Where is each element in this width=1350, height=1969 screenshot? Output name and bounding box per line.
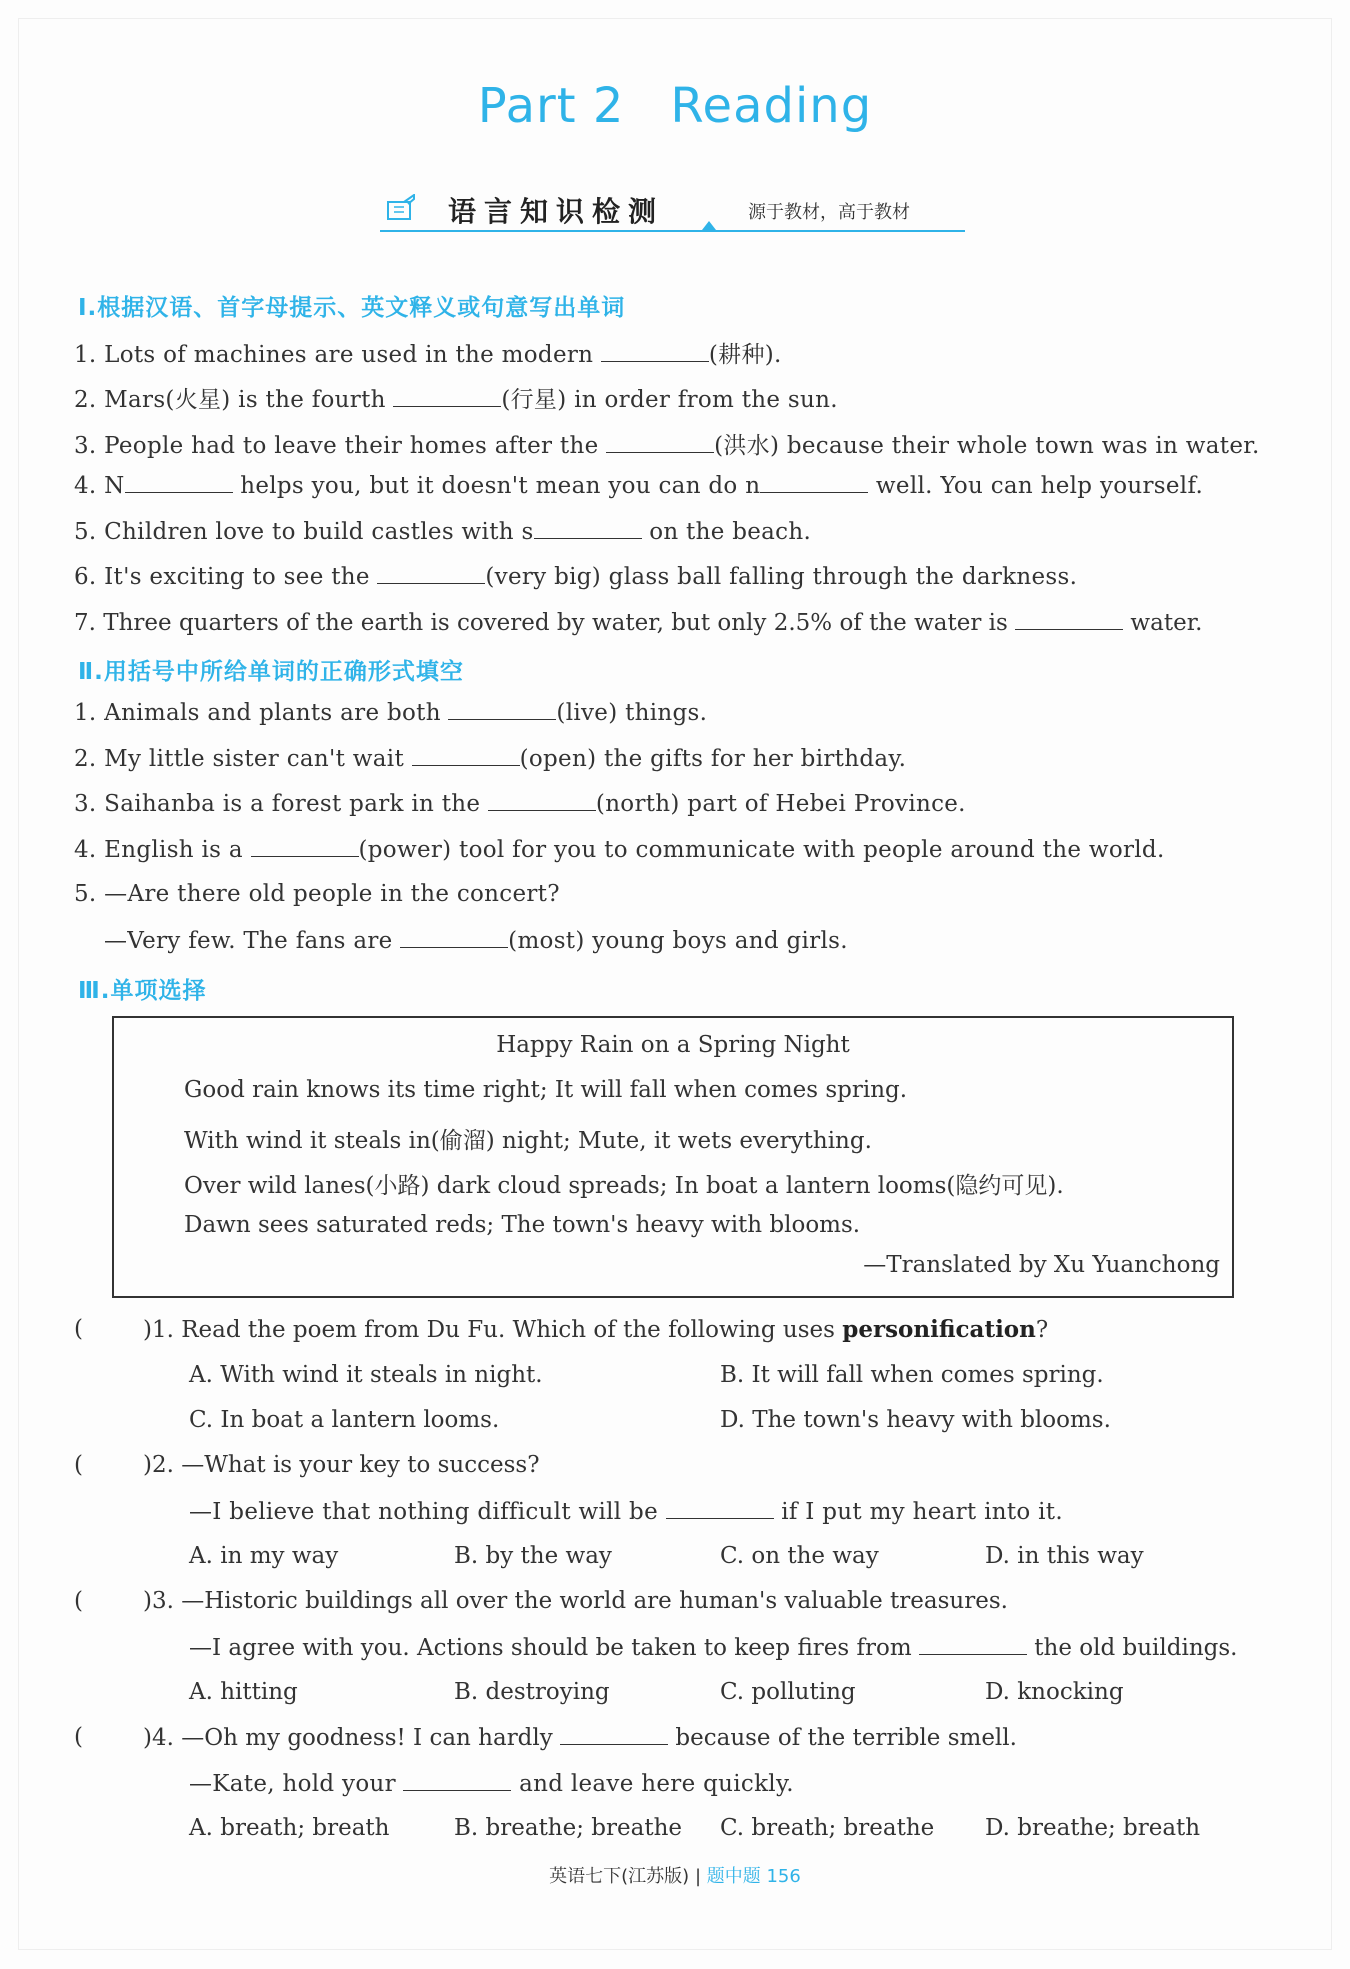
book-icon <box>386 194 416 222</box>
poem-line: With wind it steals in(偷溜) night; Mute, it wets everything. <box>184 1128 872 1154</box>
q3-option-d[interactable]: D. knocking <box>985 1679 1124 1705</box>
blank[interactable] <box>760 472 868 493</box>
p1-item-5: 5. Children love to build castles with s on the beach. <box>74 519 812 545</box>
p2-item-2: 2. My little sister can't wait (open) the gifts for her birthday. <box>74 746 907 772</box>
p2-item-3: 3. Saihanba is a forest park in the (north) part of Hebei Province. <box>74 791 966 817</box>
q1-option-b[interactable]: B. It will fall when comes spring. <box>720 1362 1104 1388</box>
part-title: Reading <box>670 78 873 134</box>
q1-option-c[interactable]: C. In boat a lantern looms. <box>189 1407 500 1433</box>
blank[interactable] <box>393 386 501 407</box>
q4-line-2: —Kate, hold your and leave here quickly. <box>189 1771 794 1797</box>
q3-line-2: —I agree with you. Actions should be taken to keep fires from the old buildings. <box>189 1635 1238 1661</box>
p1-item-3: 3. People had to leave their homes after the (洪水) because their whole town was in water. <box>74 433 1260 459</box>
question-1: )1. Read the poem from Du Fu. Which of the following uses personification? <box>143 1316 1049 1343</box>
blank[interactable] <box>400 927 508 948</box>
blank[interactable] <box>560 1724 668 1745</box>
p2-item-5-answer: —Very few. The fans are (most) young boys and girls. <box>104 928 848 954</box>
poem-credit: —Translated by Xu Yuanchong <box>863 1252 1220 1278</box>
q1-option-a[interactable]: A. With wind it steals in night. <box>189 1362 543 1388</box>
banner-marker <box>702 221 716 230</box>
page-footer <box>0 1862 1350 1888</box>
q4-option-b[interactable]: B. breathe; breathe <box>454 1815 683 1841</box>
page-title <box>0 78 1350 134</box>
q4-option-c[interactable]: C. breath; breathe <box>720 1815 935 1841</box>
poem-box <box>112 1016 1234 1298</box>
q1-option-d[interactable]: D. The town's heavy with blooms. <box>720 1407 1111 1433</box>
p2-item-5: 5. —Are there old people in the concert? <box>74 881 560 907</box>
blank[interactable] <box>251 836 359 857</box>
answer-paren[interactable]: ( <box>74 1588 83 1614</box>
section-heading-2: Ⅱ.用括号中所给单词的正确形式填空 <box>78 659 464 685</box>
part-label: Part 2 <box>477 78 625 134</box>
p1-item-6: 6. It's exciting to see the (very big) glass ball falling through the darkness. <box>74 564 1078 590</box>
p1-item-1: 1. Lots of machines are used in the modern (耕种). <box>74 342 782 368</box>
blank[interactable] <box>412 745 520 766</box>
poem-line: Over wild lanes(小路) dark cloud spreads; In boat a lantern looms(隐约可见). <box>184 1173 1064 1199</box>
q2-line-2: —I believe that nothing difficult will be if I put my heart into it. <box>189 1499 1063 1525</box>
q4-option-d[interactable]: D. breathe; breath <box>985 1815 1201 1841</box>
answer-paren[interactable]: ( <box>74 1452 83 1478</box>
blank[interactable] <box>448 699 556 720</box>
footer-separator: | <box>694 1866 702 1887</box>
blank[interactable] <box>488 790 596 811</box>
poem-title: Happy Rain on a Spring Night <box>496 1032 850 1058</box>
p2-item-4: 4. English is a (power) tool for you to communicate with people around the world. <box>74 837 1165 863</box>
poem-line: Dawn sees saturated reds; The town's heavy with blooms. <box>184 1212 861 1238</box>
blank[interactable] <box>377 563 485 584</box>
blank[interactable] <box>666 1498 774 1519</box>
p1-item-4: 4. N helps you, but it doesn't mean you can do n well. You can help yourself. <box>74 473 1204 499</box>
banner-title: 语言知识检测 <box>448 195 665 228</box>
blank[interactable] <box>919 1634 1027 1655</box>
section-heading-1: Ⅰ.根据汉语、首字母提示、英文释义或句意写出单词 <box>78 295 626 321</box>
blank[interactable] <box>1015 609 1123 630</box>
q3-option-c[interactable]: C. polluting <box>720 1679 856 1705</box>
section-heading-3: Ⅲ.单项选择 <box>78 978 207 1004</box>
answer-paren[interactable]: ( <box>74 1724 83 1750</box>
page-number: 156 <box>766 1866 801 1887</box>
footer-book: 英语七下(江苏版) <box>549 1866 690 1887</box>
question-3: )3. —Historic buildings all over the world are human's valuable treasures. <box>143 1588 1008 1614</box>
answer-paren[interactable]: ( <box>74 1316 83 1342</box>
poem-line: Good rain knows its time right; It will fall when comes spring. <box>184 1077 908 1103</box>
p1-item-7: 7. Three quarters of the earth is covered by water, but only 2.5% of the water is water. <box>74 610 1203 636</box>
q2-option-b[interactable]: B. by the way <box>454 1543 612 1569</box>
q2-option-d[interactable]: D. in this way <box>985 1543 1144 1569</box>
section-banner <box>380 188 965 232</box>
blank[interactable] <box>403 1770 511 1791</box>
q3-option-a[interactable]: A. hitting <box>189 1679 298 1705</box>
p2-item-1: 1. Animals and plants are both (live) things. <box>74 700 708 726</box>
blank[interactable] <box>601 341 709 362</box>
question-4: )4. —Oh my goodness! I can hardly because of the terrible smell. <box>143 1725 1017 1751</box>
blank[interactable] <box>606 432 714 453</box>
banner-subtitle: 源于教材，高于教材 <box>748 202 910 223</box>
blank[interactable] <box>534 518 642 539</box>
blank[interactable] <box>125 472 233 493</box>
p1-item-2: 2. Mars(火星) is the fourth (行星) in order from the sun. <box>74 387 838 413</box>
q2-option-a[interactable]: A. in my way <box>189 1543 339 1569</box>
question-2: )2. —What is your key to success? <box>143 1452 540 1478</box>
q3-option-b[interactable]: B. destroying <box>454 1679 610 1705</box>
q4-option-a[interactable]: A. breath; breath <box>189 1815 390 1841</box>
q2-option-c[interactable]: C. on the way <box>720 1543 879 1569</box>
footer-series: 题中题 <box>706 1866 761 1887</box>
banner-underline <box>380 230 965 232</box>
